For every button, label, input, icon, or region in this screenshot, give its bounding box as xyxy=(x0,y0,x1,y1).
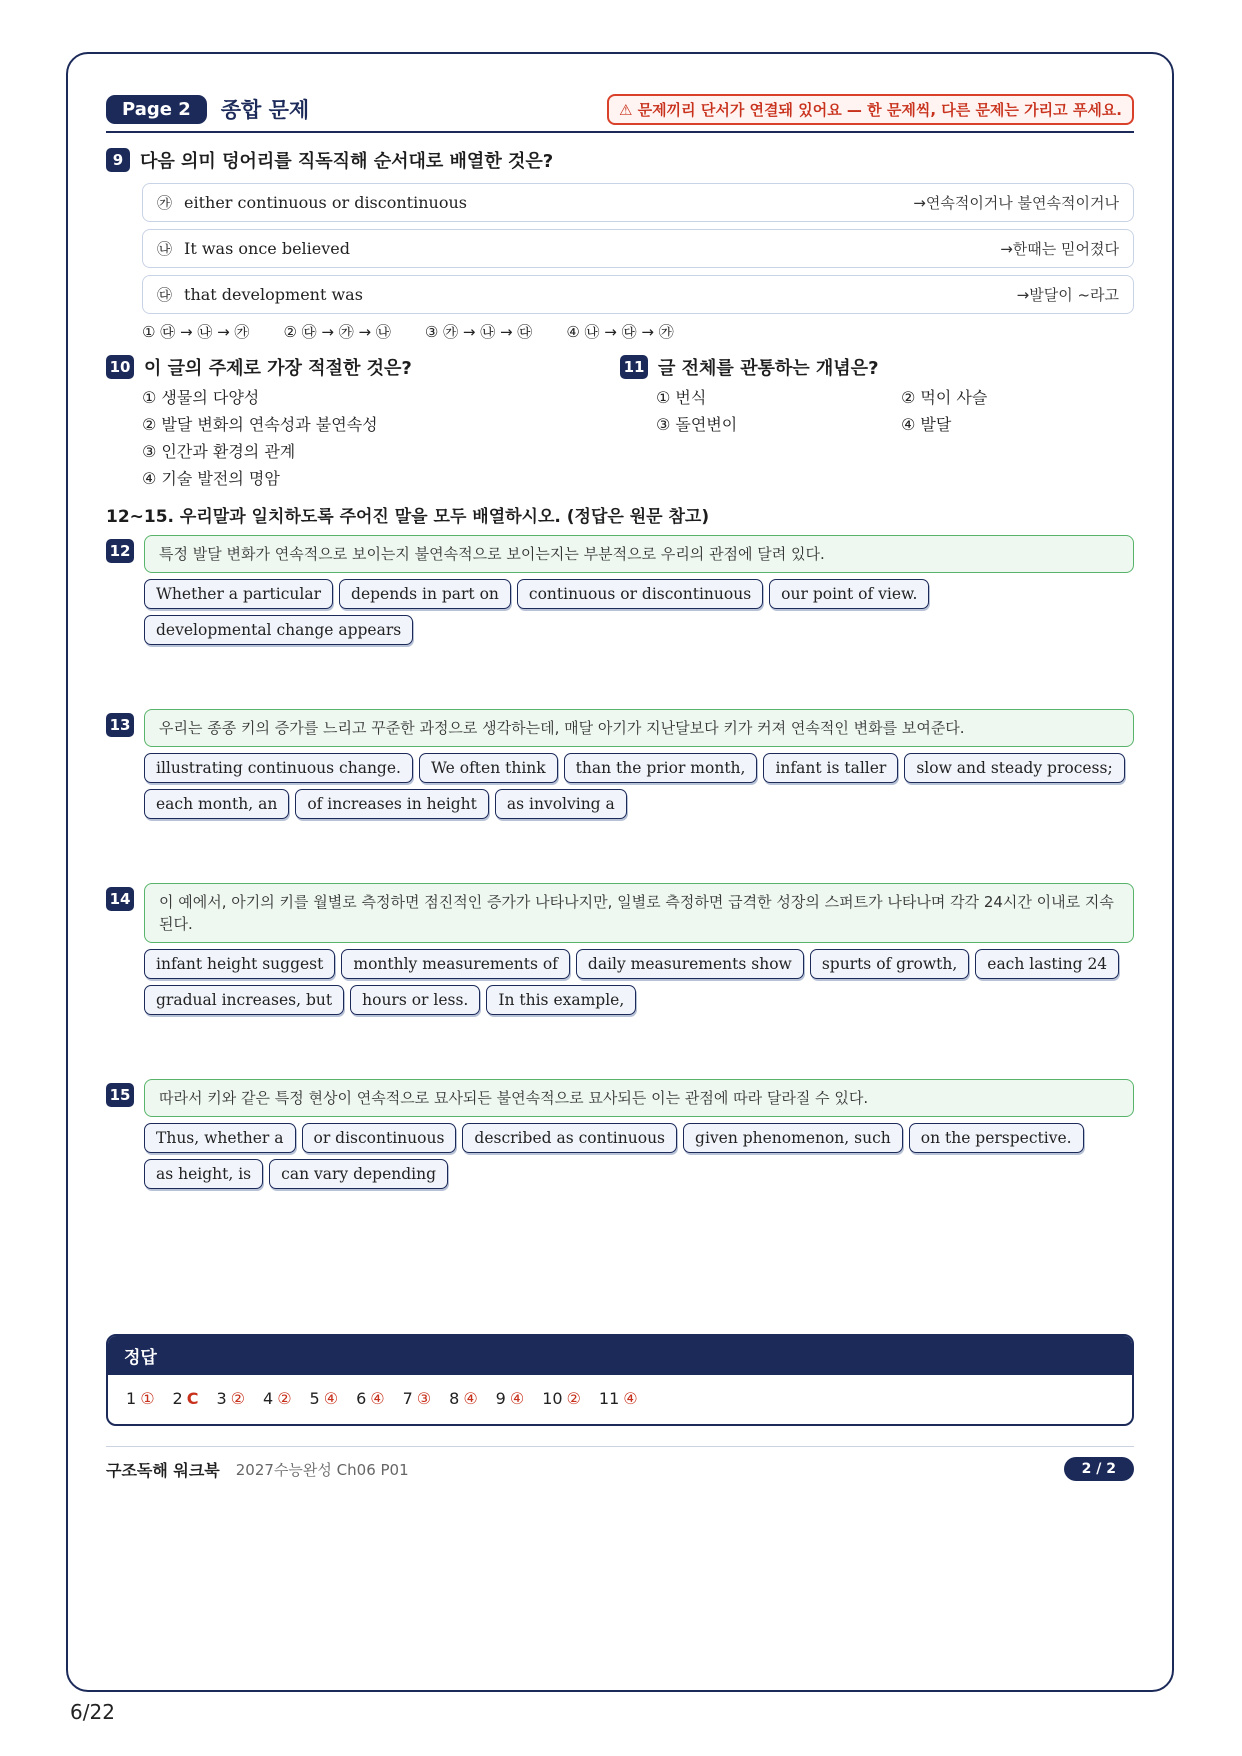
word-tile[interactable]: gradual increases, but xyxy=(144,985,344,1015)
answer-item: 5 ④ xyxy=(309,1389,339,1408)
worksheet-page xyxy=(66,52,1174,1692)
option-3[interactable]: ③ 돌연변이 xyxy=(656,415,738,434)
footer-subtitle: 2027수능완성 Ch06 P01 xyxy=(235,1460,409,1479)
question-body xyxy=(144,1079,1134,1189)
footer-page-badge: 2 / 2 xyxy=(1064,1457,1134,1481)
question-number: 15 xyxy=(106,1083,134,1107)
question-15 xyxy=(106,1079,1134,1189)
question-text: 이 글의 주제로 가장 적절한 것은? xyxy=(144,358,412,379)
chunk-text: that development was xyxy=(184,285,363,304)
word-tile[interactable]: daily measurements show xyxy=(576,949,804,979)
word-tile[interactable]: given phenomenon, such xyxy=(683,1123,903,1153)
word-tile[interactable]: slow and steady process; xyxy=(904,753,1124,783)
section-title: 12~15. 우리말과 일치하도록 주어진 말을 모두 배열하시오. (정답은 원문 참고) xyxy=(106,507,710,527)
word-tiles xyxy=(144,949,1134,1015)
chunk-text: It was once believed xyxy=(184,239,350,258)
korean-sentence: 특정 발달 변화가 연속적으로 보이는지 불연속적으로 보이는지는 부분적으로 우리의 관점에 달려 있다. xyxy=(144,535,1134,573)
question-body xyxy=(144,709,1134,819)
word-tile[interactable]: infant is taller xyxy=(763,753,898,783)
page-title: 종합 문제 xyxy=(220,98,310,122)
word-tile[interactable]: described as continuous xyxy=(462,1123,677,1153)
word-tile[interactable]: spurts of growth, xyxy=(810,949,969,979)
chunk-item xyxy=(142,275,1134,314)
question-number: 12 xyxy=(106,539,134,563)
word-tile[interactable]: our point of view. xyxy=(769,579,929,609)
word-tile[interactable]: Thus, whether a xyxy=(144,1123,296,1153)
chunk-meaning: →한때는 믿어졌다 xyxy=(1000,240,1119,258)
answer-item: 2 C xyxy=(172,1389,199,1408)
chunk-item xyxy=(142,229,1134,268)
question-9 xyxy=(106,147,1134,342)
question-text: 글 전체를 관통하는 개념은? xyxy=(658,358,879,379)
word-tiles xyxy=(144,579,1134,645)
word-tile[interactable]: each lasting 24 xyxy=(975,949,1119,979)
word-tile[interactable]: We often think xyxy=(419,753,558,783)
warning-banner: ⚠ 문제끼리 단서가 연결돼 있어요 — 한 문제씩, 다른 문제는 가리고 푸세요. xyxy=(607,94,1134,125)
word-tile[interactable]: monthly measurements of xyxy=(341,949,570,979)
word-tile[interactable]: than the prior month, xyxy=(564,753,758,783)
question-13 xyxy=(106,709,1134,819)
answer-item: 6 ④ xyxy=(356,1389,385,1408)
question-body xyxy=(144,883,1134,1015)
question-number: 14 xyxy=(106,887,134,911)
option-4[interactable]: ④ 발달 xyxy=(901,415,952,434)
korean-sentence: 따라서 키와 같은 특정 현상이 연속적으로 묘사되든 불연속적으로 묘사되든 이는 관점에 따라 달라질 수 있다. xyxy=(144,1079,1134,1117)
question-body xyxy=(144,535,1134,645)
question-title xyxy=(106,354,620,380)
question-number: 9 xyxy=(106,148,130,172)
option-list xyxy=(656,384,1134,438)
chunk-marker: ㉯ xyxy=(157,240,173,258)
answer-item: 3 ② xyxy=(216,1389,245,1408)
question-14 xyxy=(106,883,1134,1015)
chunk-list xyxy=(142,183,1134,314)
answer-item: 7 ③ xyxy=(402,1389,432,1408)
option-list xyxy=(106,384,620,492)
word-tile[interactable]: on the perspective. xyxy=(909,1123,1084,1153)
chunk-text: either continuous or discontinuous xyxy=(184,193,467,212)
question-number: 13 xyxy=(106,713,134,737)
question-number: 10 xyxy=(106,355,134,379)
answer-item: 1 ① xyxy=(126,1389,155,1408)
word-tile[interactable]: of increases in height xyxy=(295,789,489,819)
option-2[interactable]: ② 먹이 사슬 xyxy=(901,388,988,407)
answer-list xyxy=(108,1375,1132,1424)
question-text: 다음 의미 덩어리를 직독직해 순서대로 배열한 것은? xyxy=(140,151,554,172)
answer-item: 9 ④ xyxy=(495,1389,525,1408)
answer-item: 4 ② xyxy=(263,1389,292,1408)
question-10 xyxy=(106,354,620,492)
word-tile[interactable]: Whether a particular xyxy=(144,579,333,609)
page-footer xyxy=(106,1446,1134,1481)
option-list xyxy=(142,321,1134,342)
word-tile[interactable]: can vary depending xyxy=(269,1159,448,1189)
word-tile[interactable]: as involving a xyxy=(495,789,627,819)
page-badge: Page 2 xyxy=(106,95,207,124)
option-1[interactable]: ① 생물의 다양성 xyxy=(142,388,260,407)
korean-sentence: 이 예에서, 아기의 키를 월별로 측정하면 점진적인 증가가 나타나지만, 일별로 측정하면 급격한 성장의 스퍼트가 나타나며 각각 24시간 이내로 지속된다. xyxy=(144,883,1134,943)
word-tile[interactable]: illustrating continuous change. xyxy=(144,753,413,783)
word-tile[interactable]: or discontinuous xyxy=(302,1123,457,1153)
word-tile[interactable]: In this example, xyxy=(486,985,636,1015)
word-tile[interactable]: depends in part on xyxy=(339,579,511,609)
option-4[interactable]: ④ ㉯ → ㉰ → ㉮ xyxy=(566,323,674,341)
option-2[interactable]: ② 발달 변화의 연속성과 불연속성 xyxy=(142,415,378,434)
question-number: 11 xyxy=(620,355,648,379)
answer-item: 8 ④ xyxy=(449,1389,478,1408)
chunk-marker: ㉮ xyxy=(157,194,173,212)
worksheet-content xyxy=(106,92,1134,1189)
question-11 xyxy=(620,354,1134,492)
question-title xyxy=(620,354,1134,380)
korean-sentence: 우리는 종종 키의 증가를 느리고 꾸준한 과정으로 생각하는데, 매달 아기가 지난달보다 키가 커져 연속적인 변화를 보여준다. xyxy=(144,709,1134,747)
page-header xyxy=(106,92,1134,133)
word-tiles xyxy=(144,1123,1134,1189)
word-tile[interactable]: hours or less. xyxy=(350,985,480,1015)
word-tile[interactable]: developmental change appears xyxy=(144,615,413,645)
answer-item: 11 ④ xyxy=(598,1389,638,1408)
word-tile[interactable]: as height, is xyxy=(144,1159,263,1189)
word-tile[interactable]: each month, an xyxy=(144,789,289,819)
answer-item: 10 ② xyxy=(542,1389,581,1408)
chunk-marker: ㉰ xyxy=(157,286,173,304)
option-3[interactable]: ③ ㉮ → ㉯ → ㉰ xyxy=(424,323,533,341)
answer-title: 정답 xyxy=(108,1336,1132,1375)
option-1[interactable]: ① 번식 xyxy=(656,388,707,407)
question-row xyxy=(106,354,1134,492)
word-tile[interactable]: infant height suggest xyxy=(144,949,335,979)
option-2[interactable]: ② ㉰ → ㉮ → ㉯ xyxy=(283,323,391,341)
option-3[interactable]: ③ 인간과 환경의 관계 xyxy=(142,442,296,461)
chunk-item xyxy=(142,183,1134,222)
question-12 xyxy=(106,535,1134,645)
chunk-meaning: →연속적이거나 불연속적이거나 xyxy=(913,194,1119,212)
footer-brand: 구조독해 워크북 xyxy=(106,1460,220,1480)
page-counter: 6/22 xyxy=(70,1700,115,1724)
option-1[interactable]: ① ㉰ → ㉯ → ㉮ xyxy=(142,323,250,341)
question-title xyxy=(106,147,1134,173)
chunk-meaning: →발달이 ~라고 xyxy=(1016,286,1119,304)
word-tiles xyxy=(144,753,1134,819)
option-4[interactable]: ④ 기술 발전의 명암 xyxy=(142,469,280,488)
answer-box xyxy=(106,1334,1134,1426)
word-tile[interactable]: continuous or discontinuous xyxy=(517,579,763,609)
